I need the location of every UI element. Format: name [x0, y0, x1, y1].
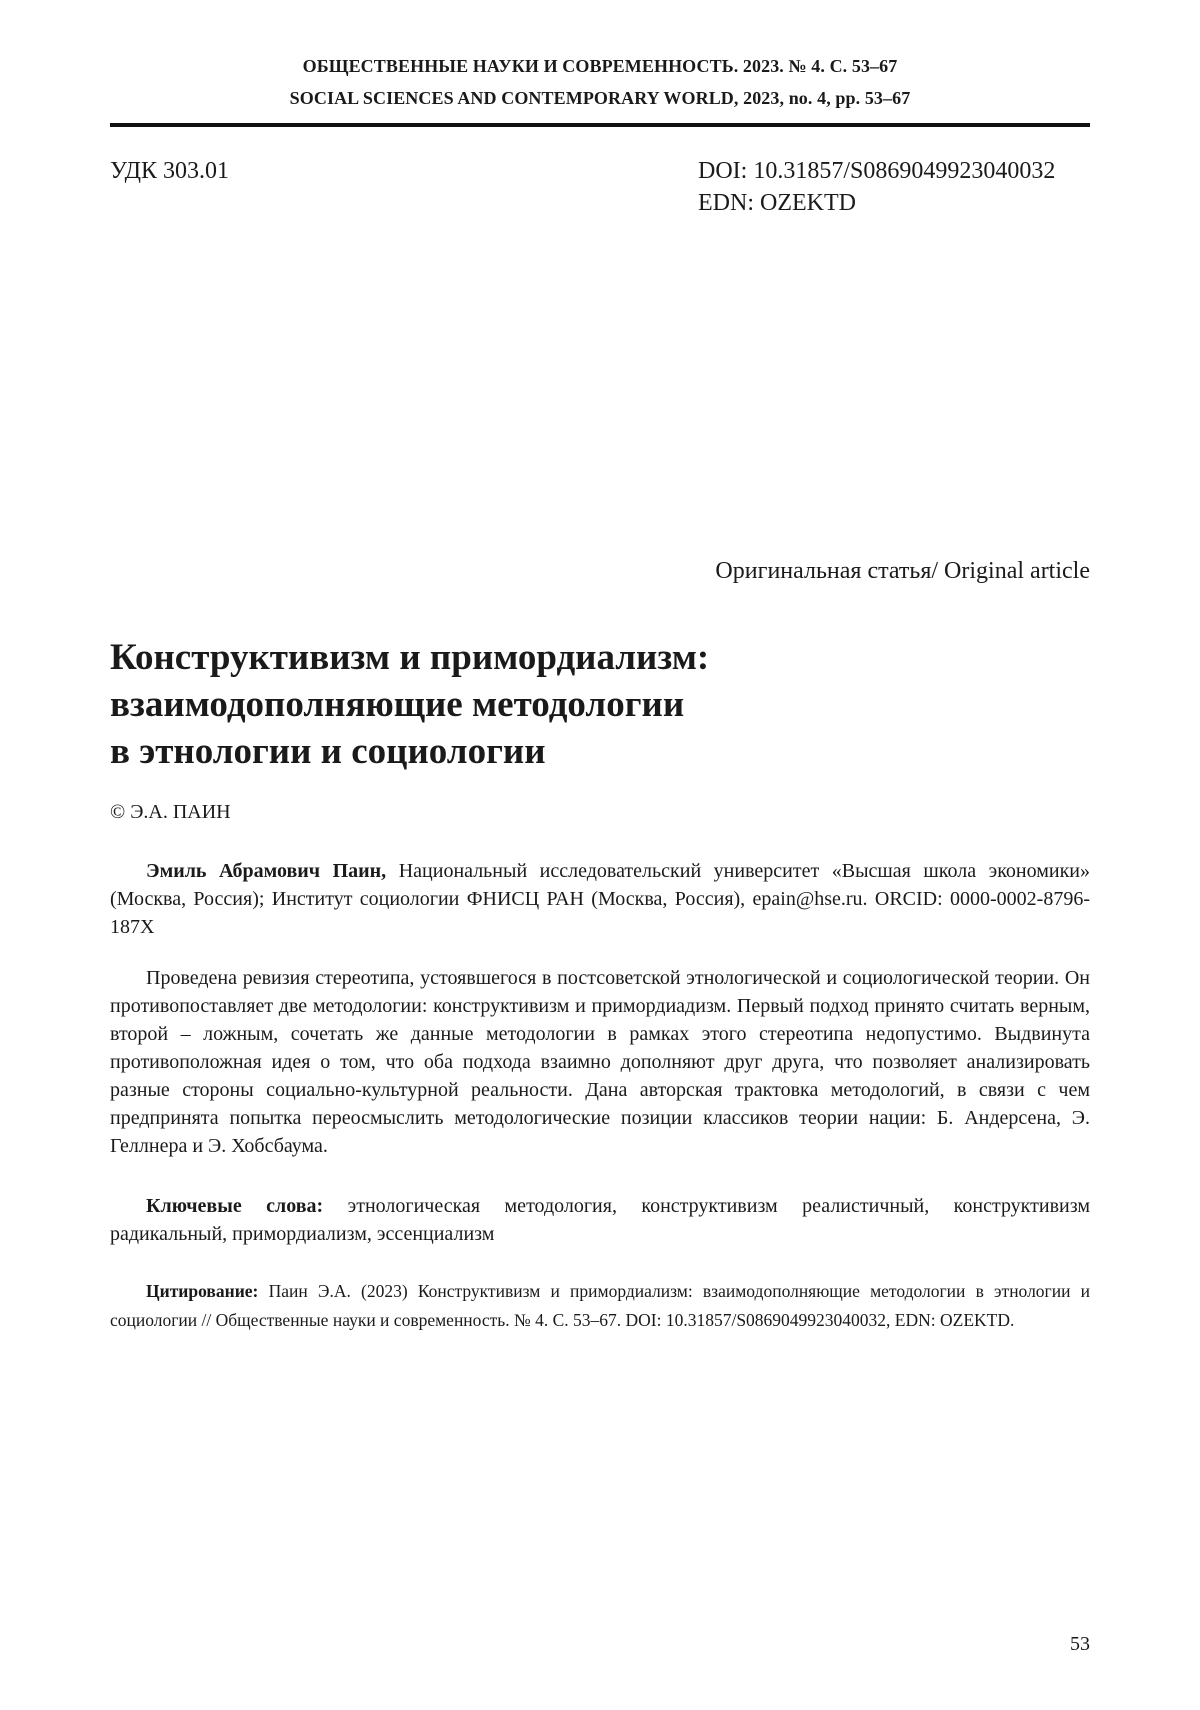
copyright: © Э.А. ПАИН [110, 801, 231, 823]
journal-header-ru: ОБЩЕСТВЕННЫЕ НАУКИ И СОВРЕМЕННОСТЬ. 2023. № 4. С. 53–67 [302, 56, 898, 76]
keywords-text: этнологическая методология, конструктивизм реалистичный, конструктивизм радикальный, примордиализм, эссенциализм [110, 1195, 1090, 1245]
citation [110, 1277, 1090, 1335]
doi: DOI: 10.31857/S0869049923040032 [698, 158, 1056, 184]
title-line-2: взаимодополняющие методологии [110, 684, 685, 725]
journal-header [110, 50, 1090, 114]
udk-code: УДК 303.01 [110, 158, 229, 184]
identifiers [698, 155, 1055, 219]
article-type: Оригинальная статья/ Original article [715, 558, 1090, 584]
author-affiliation: Национальный исследовательский университет «Высшая школа экономики» (Москва, Россия); Институт социологии ФНИСЦ РАН (Москва, Россия), epain@hse.ru. ORCID: 0000-0002-8796-187X [110, 860, 1091, 938]
page-number: 53 [1070, 1633, 1090, 1655]
citation-label: Цитирование: [146, 1281, 259, 1301]
edn: EDN: OZEKTD [698, 190, 856, 216]
journal-header-en: SOCIAL SCIENCES AND CONTEMPORARY WORLD, 2023, no. 4, pp. 53–67 [289, 88, 911, 108]
citation-text: Паин Э.А. (2023) Конструктивизм и примордиализм: взаимодополняющие методологии в этнологии и социологии // Общественные науки и современность. № 4. С. 53–67. DOI: 10.31857/S0869049923040032, EDN: OZEKTD. [110, 1281, 1091, 1330]
header-rule [110, 123, 1090, 127]
article-title [110, 634, 1010, 775]
title-line-1: Конструктивизм и примордиализм: [110, 637, 710, 678]
title-line-3: в этнологии и социологии [110, 731, 546, 772]
keywords [110, 1192, 1090, 1248]
author-info [110, 857, 1090, 941]
abstract: Проведена ревизия стереотипа, устоявшегося в постсоветской этнологической и социологической теории. Он противопоставляет две методологии: конструктивизм и примордиадизм. Первый подход принято считать верным, второй – ложным, сочетать же данные методологии в рамках этого стереотипа недопустимо. Выдвинута противоположная идея о том, что оба подхода взаимно дополняют друг друга, что позволяет анализировать разные стороны социально-культурной реальности. Дана авторская трактовка методологий, в связи с чем предпринята попытка переосмыслить методологические позиции классиков теории нации: Б. Андерсена, Э. Геллнера и Э. Хобсбаума. [110, 967, 1090, 1157]
keywords-label: Ключевые слова: [146, 1195, 324, 1217]
author-name: Эмиль Абрамович Паин, [146, 860, 387, 882]
